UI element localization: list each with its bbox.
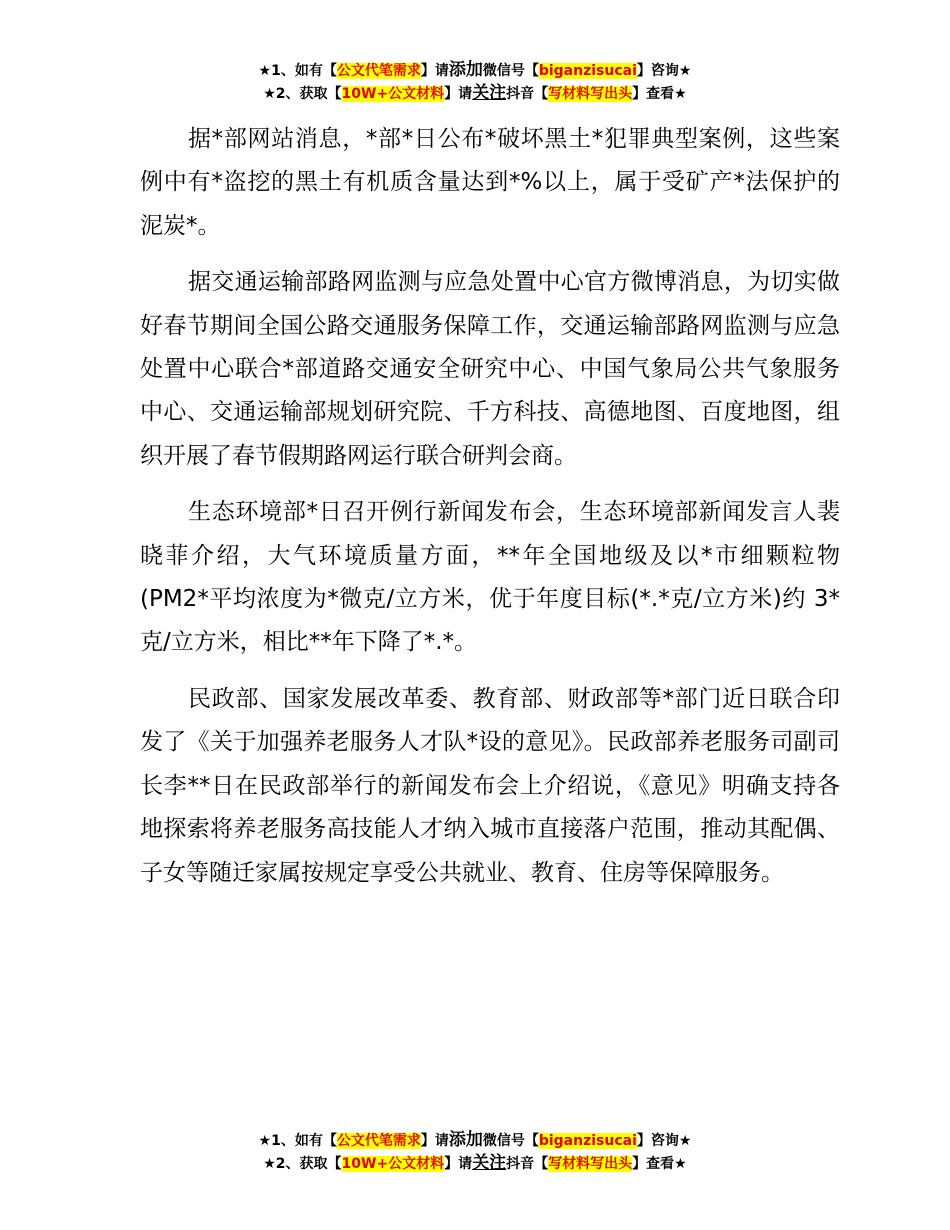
banner-text: 抖音【 bbox=[506, 86, 549, 102]
banner-text: 】请 bbox=[444, 1156, 473, 1172]
banner-highlight: 公文代笔需求 bbox=[336, 63, 421, 79]
banner-line-2 bbox=[0, 1152, 950, 1175]
banner-highlight: 写材料写出头 bbox=[548, 86, 633, 102]
banner-highlight: 公文代笔需求 bbox=[336, 1133, 421, 1149]
banner-text: 】咨询★ bbox=[636, 1133, 692, 1149]
banner-text: 】请 bbox=[420, 63, 449, 79]
banner-highlight: biganzisucai bbox=[538, 63, 637, 79]
banner-text: 】请 bbox=[420, 1133, 449, 1149]
banner-emphasis: 关注 bbox=[472, 1153, 507, 1173]
paragraph: 据交通运输部路网监测与应急处置中心官方微博消息，为切实做好春节期间全国公路交通服务保障工作，交通运输部路网监测与应急处置中心联合*部道路交通安全研究中心、中国气象局公共气象服务中心、交通运输部规划研究院、千方科技、高德地图、百度地图，组织开展了春节假期路网运行联合研判会商。 bbox=[140, 269, 840, 469]
banner-emphasis: 添加 bbox=[448, 60, 483, 80]
banner-text: ★1、如有【 bbox=[258, 1133, 337, 1149]
header-banner bbox=[0, 59, 950, 105]
footer-banner bbox=[0, 1129, 950, 1175]
banner-highlight: biganzisucai bbox=[538, 1133, 637, 1149]
banner-text: ★2、获取【 bbox=[263, 1156, 342, 1172]
banner-text: ★2、获取【 bbox=[263, 86, 342, 102]
banner-text: 抖音【 bbox=[506, 1156, 549, 1172]
paragraph: 民政部、国家发展改革委、教育部、财政部等*部门近日联合印发了《关于加强养老服务人才队*设的意见》。民政部养老服务司副司长李**日在民政部举行的新闻发布会上介绍说，《意见》明确支持各地探索将养老服务高技能人才纳入城市直接落户范围，推动其配偶、子女等随迁家属按规定享受公共就业、教育、住房等保障服务。 bbox=[140, 685, 840, 886]
banner-text: 】查看★ bbox=[632, 1156, 687, 1172]
banner-emphasis: 关注 bbox=[472, 83, 507, 103]
banner-text: 】查看★ bbox=[632, 86, 687, 102]
paragraph: 生态环境部*日召开例行新闻发布会，生态环境部新闻发言人裴晓菲介绍，大气环境质量方面，**年全国地级及以*市细颗粒物(PM2*平均浓度为*微克/立方米，优于年度目标(*.*克/立方米)约 3*克/立方米，相比**年下降了*.*。 bbox=[140, 499, 840, 656]
banner-highlight: 写材料写出头 bbox=[548, 1156, 633, 1172]
banner-line-1 bbox=[0, 59, 950, 82]
banner-line-1 bbox=[0, 1129, 950, 1152]
banner-text: 】请 bbox=[444, 86, 473, 102]
banner-line-2 bbox=[0, 82, 950, 105]
banner-text: ★1、如有【 bbox=[258, 63, 337, 79]
banner-text: 】咨询★ bbox=[636, 63, 692, 79]
banner-emphasis: 添加 bbox=[448, 1130, 483, 1150]
banner-highlight: 10W+公文材料 bbox=[341, 1156, 445, 1172]
paragraph: 据*部网站消息，*部*日公布*破坏黑土*犯罪典型案例，这些案例中有*盗挖的黑土有机质含量达到*%以上，属于受矿产*法保护的泥炭*。 bbox=[140, 126, 840, 239]
banner-highlight: 10W+公文材料 bbox=[341, 86, 445, 102]
banner-text: 微信号【 bbox=[482, 1133, 539, 1149]
document-body bbox=[140, 118, 840, 908]
banner-text: 微信号【 bbox=[482, 63, 539, 79]
